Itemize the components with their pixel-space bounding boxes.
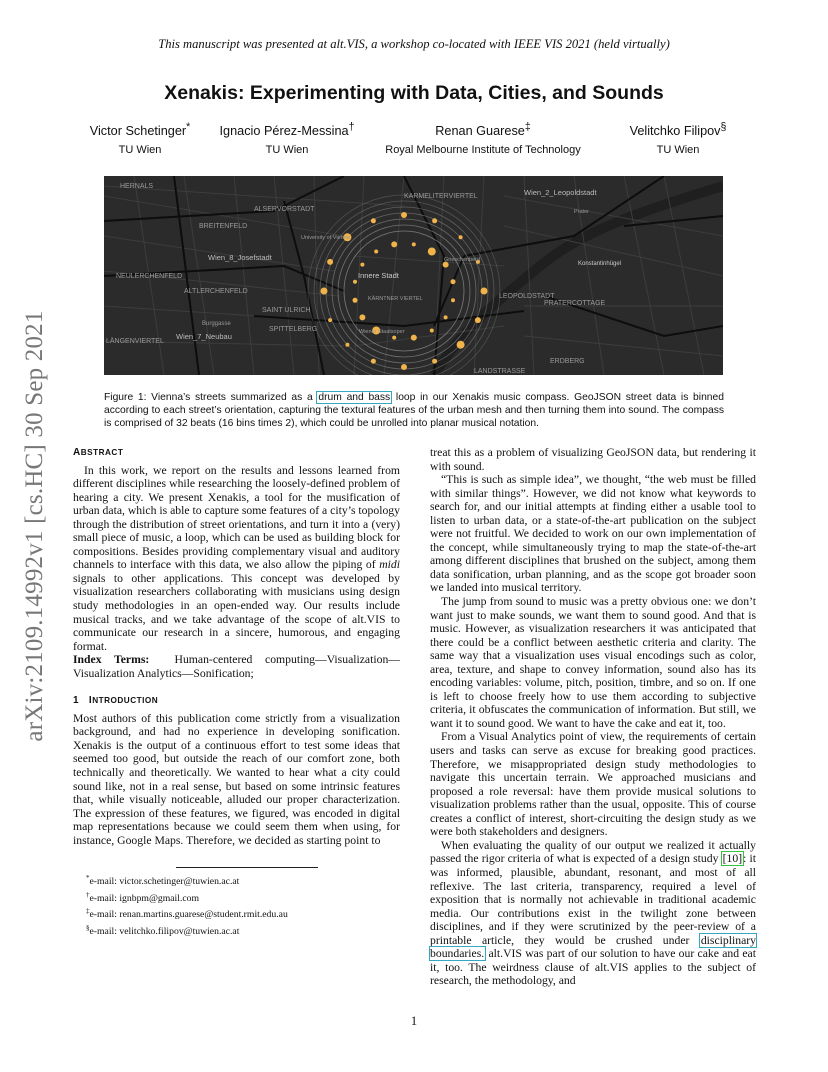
intro-paragraph: Most authors of this publication come strictly from a visualization background, and had no experience in developing sonification. Xenakis is the output of a continuous effort to test some ideas that seemed too good, but outside the reach of our comfort zone, both technically and theoretically. We wanted to hear what a city could sound like, not in a real sense, but based on some intrinsic features that, while visually noticeable, alluded our proper characterization. The expression of these features, we figured, was encoded in digital map representations because we could seem them when using, for instance, Google Maps. Therefore, we decided as starting point to	[73, 711, 400, 847]
figure-caption	[104, 391, 724, 431]
map-label: SAINT ULRICH	[262, 307, 311, 314]
drum-and-bass-link[interactable]: drum and bass	[318, 392, 391, 403]
header-note: This manuscript was presented at alt.VIS, a workshop co-located with IEEE VIS 2021 (held virtually)	[158, 37, 670, 51]
beat-dot	[432, 218, 437, 223]
map-label: KARMELITERVIERTEL	[404, 193, 478, 200]
beat-dot	[392, 336, 396, 340]
map-label: ERDBERG	[550, 358, 585, 365]
body-paragraph: “This is such as simple idea”, we thought, “the web must be filled with similar things”. However, we did not know what keywords to search for, and our initial attempts at finding either a usable tool to listen to urban data, or a state-of-the-art publication on the subject were not fruitful. We decided to work on our own implementation of the concept, while simultaneously trying to map the state-of-the-art among different disciplines that brushed on the subject, among them data sonification, urban planning, and as the scope got broader soon we landed into musical territory.	[430, 473, 756, 595]
beat-dot	[411, 335, 417, 341]
author-name: Ignacio Pérez-Messina	[219, 124, 349, 139]
map-label: Wien_7_Neubau	[176, 332, 232, 341]
map-label: KÄRNTNER VIERTEL	[368, 296, 423, 302]
footnote: †e-mail: ignbpm@gmail.com	[86, 890, 200, 904]
intro-heading: 1 INTRODUCTION	[73, 695, 159, 707]
beat-dot	[475, 317, 481, 323]
map-label: University of Vienna	[301, 235, 350, 241]
right-column	[430, 446, 756, 988]
map-label: Konstantinhügel	[578, 261, 622, 267]
beat-dot	[428, 248, 436, 256]
author-mark: ‡	[524, 121, 531, 133]
citation-link[interactable]: [10]	[722, 852, 743, 866]
beat-dot	[353, 298, 358, 303]
beat-dot	[360, 263, 364, 267]
map-label: LÄNGENVIERTEL	[106, 338, 164, 345]
caption-text: Figure 1: Vienna’s streets summarized as a	[104, 392, 318, 403]
author-mark: *	[186, 121, 191, 133]
beat-dot	[401, 212, 407, 218]
body-paragraph: The jump from sound to music was a pretty obvious one: we don’t want just to make sounds, we want them to sound good. And that is music. However, as visualization researchers it was anticipated that there could be a conflict between aesthetic criteria and clarity. The same way that a visualization uses visual encodings such as color, area, texture, and shape to convey information, sound also has its encoding variables: volume, pitch, position, timbre, and so on. If one is left to choose freely how to use them according to subjective criteria, it obfuscates the communication of information. But still, we want it to sound good. We want to have the cake and eat it, too.	[430, 595, 756, 730]
beat-dot	[327, 259, 333, 265]
beat-dot	[353, 280, 357, 284]
beat-dot	[451, 279, 456, 284]
map-label: HERNALS	[120, 183, 154, 190]
author-3	[378, 118, 588, 160]
beat-dot	[444, 315, 448, 319]
map-label: PRATERCOTTAGE	[544, 300, 606, 307]
body-paragraph: When evaluating the quality of our output we realized it actually passed the rigor criteria of what is expected of a design study [10]: it was informed, plausible, abundant, resonant, and most of all reflexive. The last criteria, transparency, required a level of exposition that is normally not achievable in traditional academic media. Our contributions exist in the twilight zone between disciplines, and if they were scrutinized by the peer-review of a printable article, they would be crushed under disciplinary boundaries. alt.VIS was part of our solution to have our cake and eat it, too. The weirdness clause of alt.VIS applies to the subject of research, the methodology, and	[430, 838, 756, 988]
beat-dot	[374, 250, 378, 254]
footnote: §e-mail: velitchko.filipov@tuwien.ac.at	[86, 923, 240, 938]
author-1	[70, 118, 210, 160]
beat-dot	[345, 343, 349, 347]
beat-dot	[457, 341, 465, 349]
beat-dot	[391, 241, 397, 247]
map-label: Burggasse	[202, 321, 231, 327]
map-label: ALTLERCHENFELD	[184, 288, 248, 295]
author-2	[212, 118, 362, 160]
footnotes	[86, 872, 288, 939]
beat-dot	[430, 329, 434, 333]
disciplinary-boundaries-link[interactable]: disciplinary boundaries.	[430, 933, 756, 961]
index-terms: Index Terms: Human-centered computing—Visualization—Visualization Analytics—Sonification;	[73, 653, 400, 680]
footnote: *e-mail: victor.schetinger@tuwien.ac.at	[86, 874, 240, 888]
body-paragraph: From a Visual Analytics point of view, the requirements of certain users and tasks can serve as excuse for breaking good practices. Therefore, we misappropriated design study methodologies to navigate this uncertain terrain. We approached musicians and proposed a role reversal: have them provide musical solutions to visualization problems rather than the usual, opposite. This of course creates a conflict of interest, short-circuiting the design study as we were both stakeholders and designers.	[430, 730, 756, 839]
map-label: ALSERVORSTADT	[254, 206, 315, 213]
beat-dot	[321, 288, 328, 295]
map-label: BREITENFELD	[199, 223, 248, 230]
author-4	[618, 118, 738, 160]
map-label: LEOPOLDSTADT	[499, 293, 555, 300]
abstract-text: In this work, we report on the results and lessons learned from different disciplines while researching the loosely-defined problem of hearing a city. We present Xenakis, a tool for the musification of urban data, which is able to capture some features of a city’s topology through the distribution of street orientations, and turn it into a (very) small piece of music, a loop, which can be used as building block for compositions. Besides providing complementary visual and auditory channels to interface with this data, we also allow the piping of midi signals to other applications. This concept was developed by visualization researchers collaborating with musicians using design study methodologies in an open-ended way. Our results include musical tracks, and we take advantage of the scope of alt.VIS to communicate our research in a sincere, humorous, and engaging format.	[73, 463, 400, 653]
beat-dot	[451, 298, 455, 302]
map-label: Wien_8_Josefstadt	[208, 253, 272, 262]
arxiv-stamp: arXiv:2109.14992v1 [cs.HC] 30 Sep 2021	[21, 310, 48, 742]
map-label: Grieschenbeisl	[444, 257, 481, 263]
beat-dot	[371, 218, 376, 223]
author-affiliation: TU Wien	[656, 144, 700, 157]
map-label: NEULERCHENFELD	[116, 273, 183, 280]
author-affiliation: TU Wien	[265, 144, 309, 157]
paper-title: Xenakis: Experimenting with Data, Cities, and Sounds	[164, 82, 664, 104]
footnote-rule	[176, 867, 318, 868]
beat-dot	[481, 288, 488, 295]
author-affiliation: TU Wien	[118, 144, 162, 157]
beat-dot	[459, 235, 463, 239]
footnote: ‡e-mail: renan.martins.guarese@student.rmit.edu.au	[86, 907, 288, 921]
beat-dot	[432, 359, 437, 364]
author-name: Renan Guarese	[435, 124, 525, 139]
vienna-map-svg	[104, 176, 723, 375]
page-number: 1	[410, 1014, 418, 1028]
beat-dot	[328, 318, 332, 322]
caption-text: loop in our Xenakis music compass. GeoJSON street data is binned according to each street’s orientation, capturing the textural features of the urban mesh and then turning them into sound. The compass is comprised of 32 beats (16 bins times 2), which could be unrolled into planar musical notation.	[104, 392, 724, 430]
body-paragraph: treat this as a problem of visualizing GeoJSON data, but rendering it with sound.	[430, 446, 756, 473]
author-name: Victor Schetinger	[89, 124, 187, 139]
beat-dot	[401, 364, 407, 370]
figure-map	[104, 176, 723, 375]
beat-dot	[371, 359, 376, 364]
author-mark: §	[720, 121, 727, 133]
map-label: Wien_2_Leopoldstadt	[524, 188, 597, 197]
map-label: LANDSTRASSE	[474, 368, 526, 375]
abstract-heading: ABSTRACT	[73, 447, 124, 458]
beat-dot	[412, 242, 416, 246]
beat-dot	[359, 314, 365, 320]
map-label: SPITTELBERG	[269, 326, 318, 333]
map-label: Innere Stadt	[358, 271, 399, 280]
map-label: Wiener Staatsoper	[359, 329, 405, 335]
author-affiliation: Royal Melbourne Institute of Technology	[385, 144, 581, 157]
map-label: Prater	[574, 209, 589, 215]
author-name: Velitchko Filipov	[629, 124, 721, 139]
author-mark: †	[348, 121, 355, 133]
left-column	[73, 446, 400, 847]
